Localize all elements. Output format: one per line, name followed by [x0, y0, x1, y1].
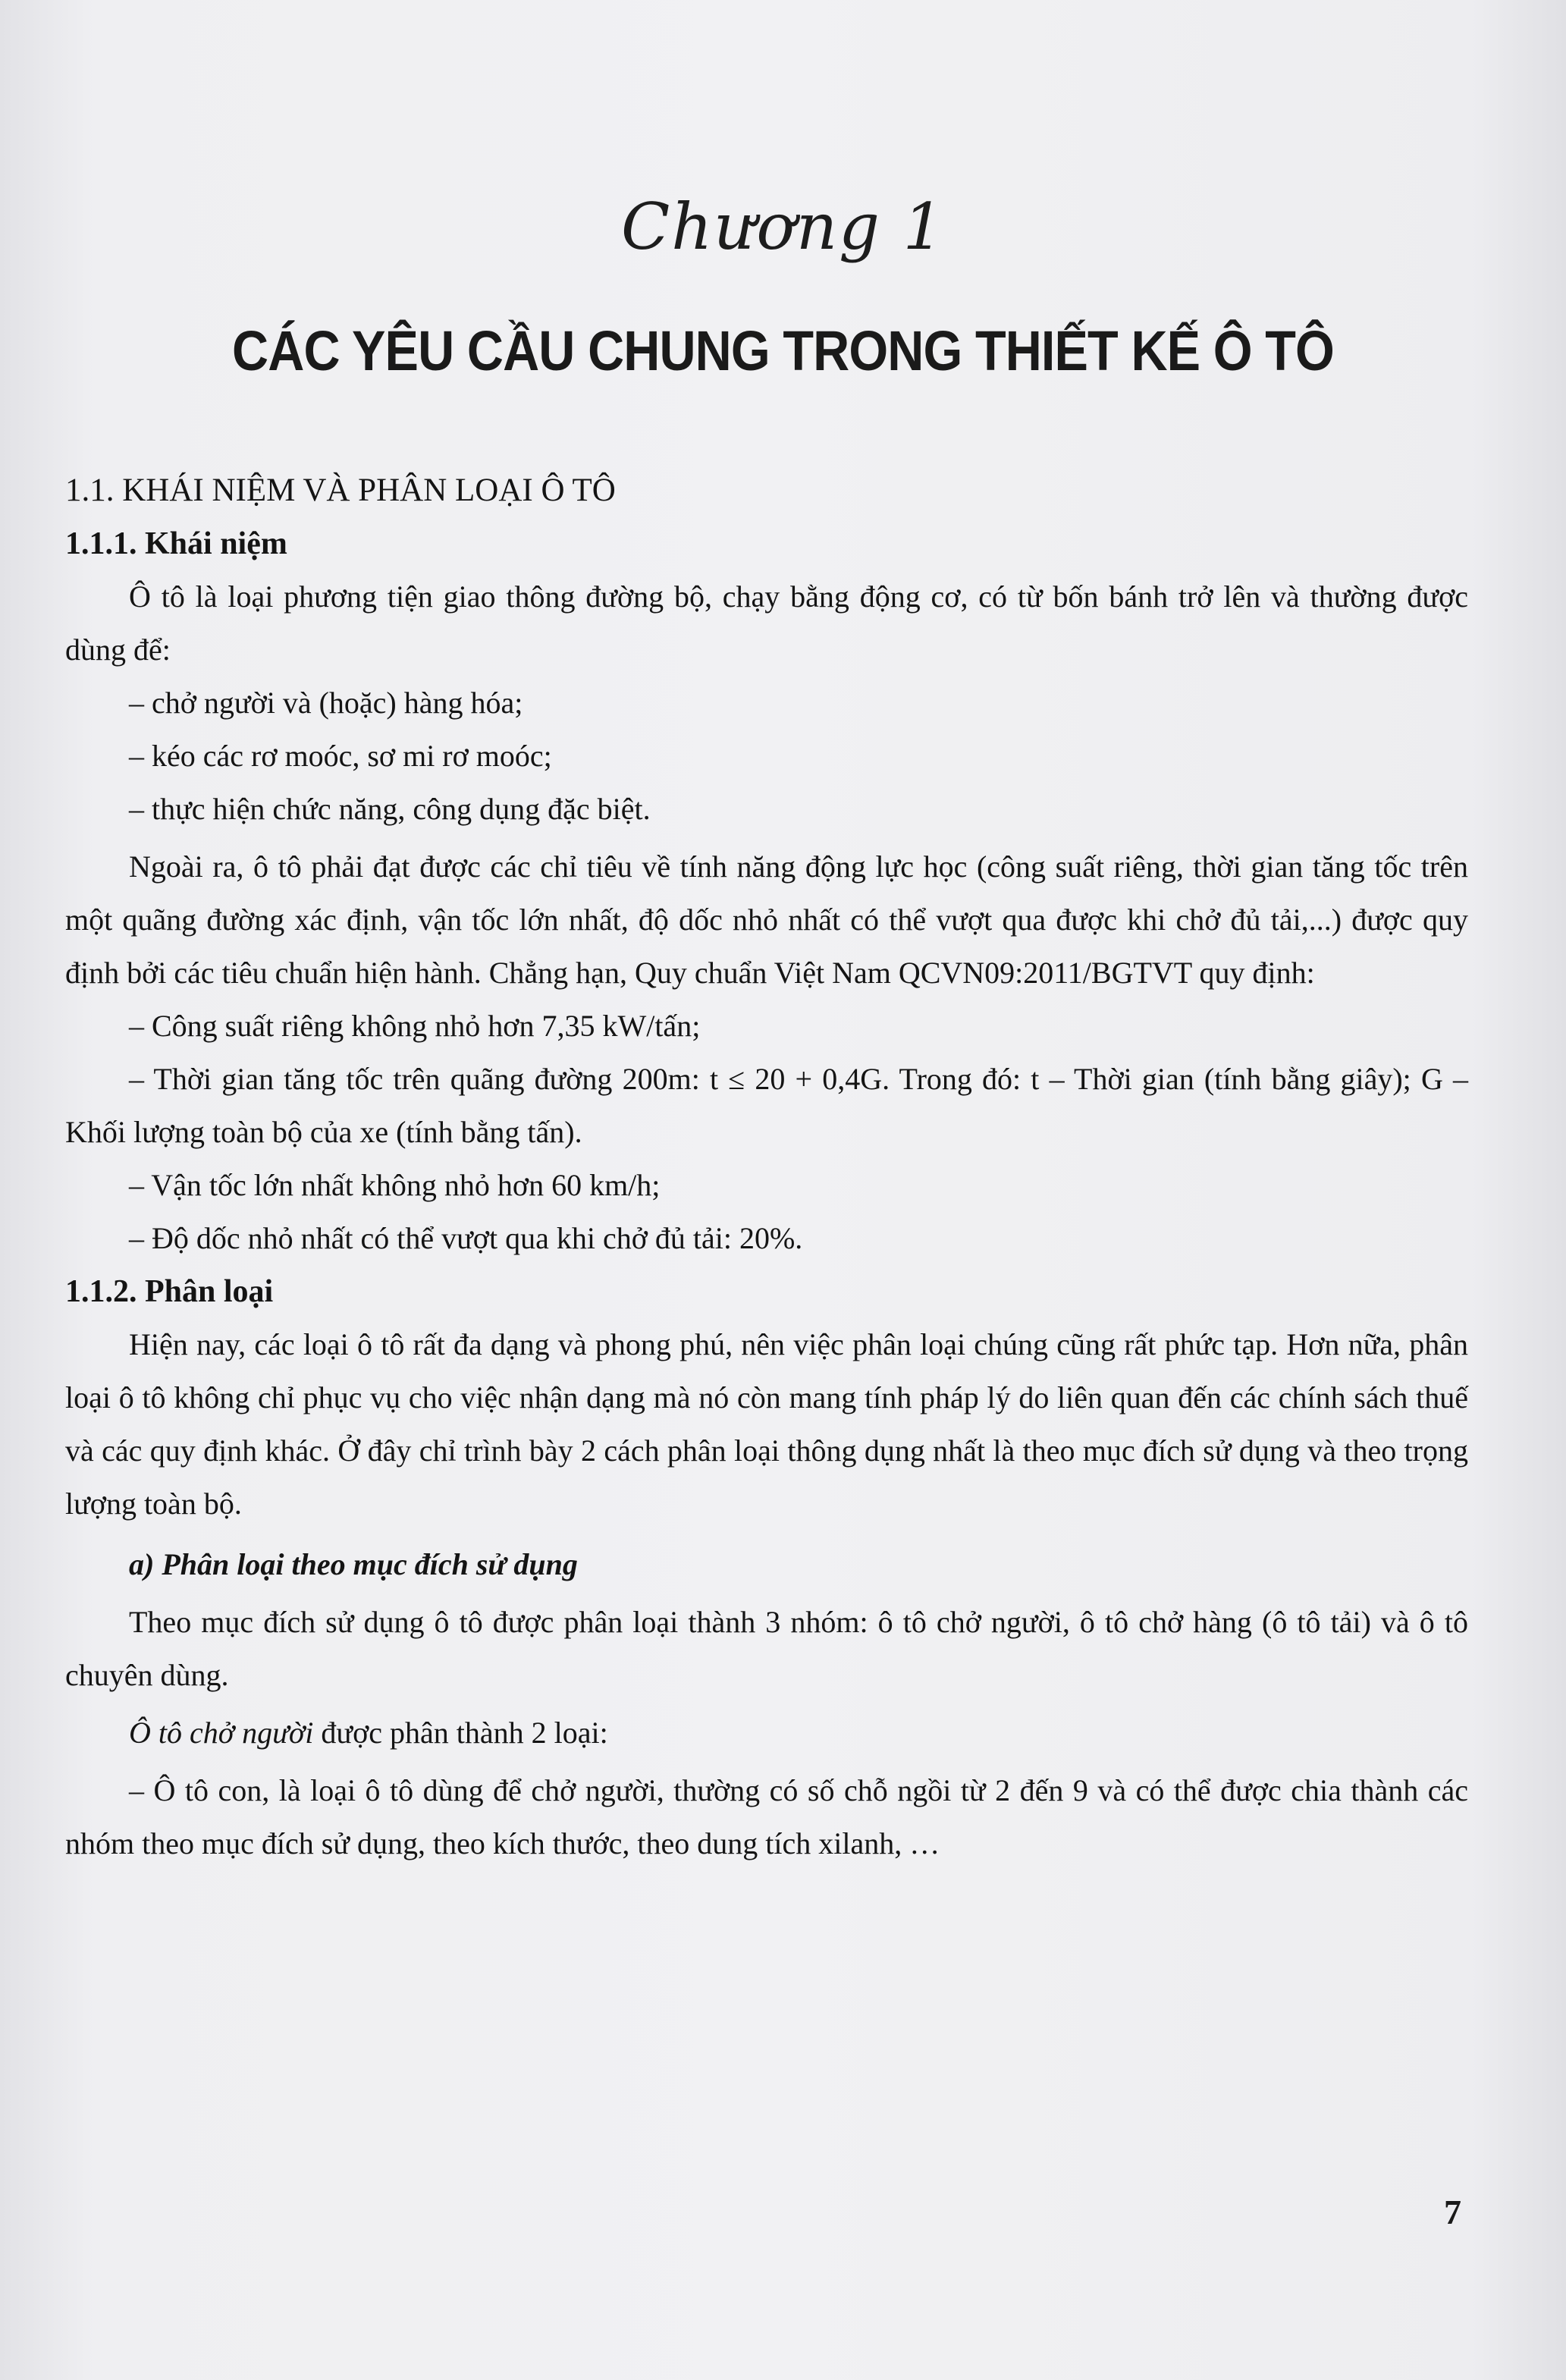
- paragraph-purpose: Theo mục đích sử dụng ô tô được phân loại thành 3 nhóm: ô tô chở người, ô tô chở hàng (ô tô tải) và ô tô chuyên dùng.: [65, 1605, 1468, 1692]
- rule-item: – Độ dốc nhỏ nhất có thể vượt qua khi chở đủ tải: 20%.: [129, 1221, 803, 1255]
- paragraph-definition: Ô tô là loại phương tiện giao thông đường bộ, chạy bằng động cơ, có từ bốn bánh trở lên và thường được dùng để:: [65, 579, 1468, 667]
- subsection-heading-a: a) Phân loại theo mục đích sử dụng: [129, 1547, 578, 1581]
- rule-item: – Thời gian tăng tốc trên quãng đường 200m: t ≤ 20 + 0,4G. Trong đó: t – Thời gian (tính bằng giây); G – Khối lượng toàn bộ của xe (tính bằng tấn).: [65, 1062, 1468, 1149]
- rule-item: – Công suất riêng không nhỏ hơn 7,35 kW/tấn;: [129, 1009, 701, 1043]
- list-item: – thực hiện chức năng, công dụng đặc biệt.: [129, 792, 651, 826]
- section-heading-1-1-2: 1.1.2. Phân loại: [65, 1274, 274, 1309]
- list-item: – kéo các rơ moóc, sơ mi rơ moóc;: [129, 739, 552, 773]
- list-item: – chở người và (hoặc) hàng hóa;: [129, 686, 523, 720]
- chapter-label: Chương 1: [620, 190, 946, 264]
- page-body: [65, 464, 1468, 1870]
- page-number: 7: [1444, 2193, 1461, 2231]
- section-heading-1-1-1: 1.1.1. Khái niệm: [65, 526, 287, 561]
- italic-term: Ô tô chở người: [129, 1716, 314, 1750]
- paragraph-passenger: [65, 1707, 1468, 1760]
- list-item-car: – Ô tô con, là loại ô tô dùng để chở người, thường có số chỗ ngồi từ 2 đến 9 và có thể được chia thành các nhóm theo mục đích sử dụng, theo kích thước, theo dung tích xilanh, …: [65, 1773, 1468, 1860]
- rule-item: – Vận tốc lớn nhất không nhỏ hơn 60 km/h;: [129, 1168, 661, 1202]
- paragraph-text: được phân thành 2 loại:: [313, 1716, 608, 1750]
- paragraph-classification: Hiện nay, các loại ô tô rất đa dạng và phong phú, nên việc phân loại chúng cũng rất phức tạp. Hơn nữa, phân loại ô tô không chỉ phục vụ cho việc nhận dạng mà nó còn mang tính pháp lý do liên quan đến các chính sách thuế và các quy định khác. Ở đây chỉ trình bày 2 cách phân loại thông dụng nhất là theo mục đích sử dụng và theo trọng lượng toàn bộ.: [65, 1327, 1468, 1521]
- section-heading-1-1: 1.1. KHÁI NIỆM VÀ PHÂN LOẠI Ô TÔ: [65, 473, 616, 508]
- chapter-title: CÁC YÊU CẦU CHUNG TRONG THIẾT KẾ Ô TÔ: [232, 319, 1334, 382]
- paragraph-dynamics: Ngoài ra, ô tô phải đạt được các chỉ tiêu về tính năng động lực học (công suất riêng, thời gian tăng tốc trên một quãng đường xác định, vận tốc lớn nhất, độ dốc nhỏ nhất có thể vượt qua được khi chở đủ tải,...) được quy định bởi các tiêu chuẩn hiện hành. Chẳng hạn, Quy chuẩn Việt Nam QCVN09:2011/BGTVT quy định:: [65, 849, 1468, 990]
